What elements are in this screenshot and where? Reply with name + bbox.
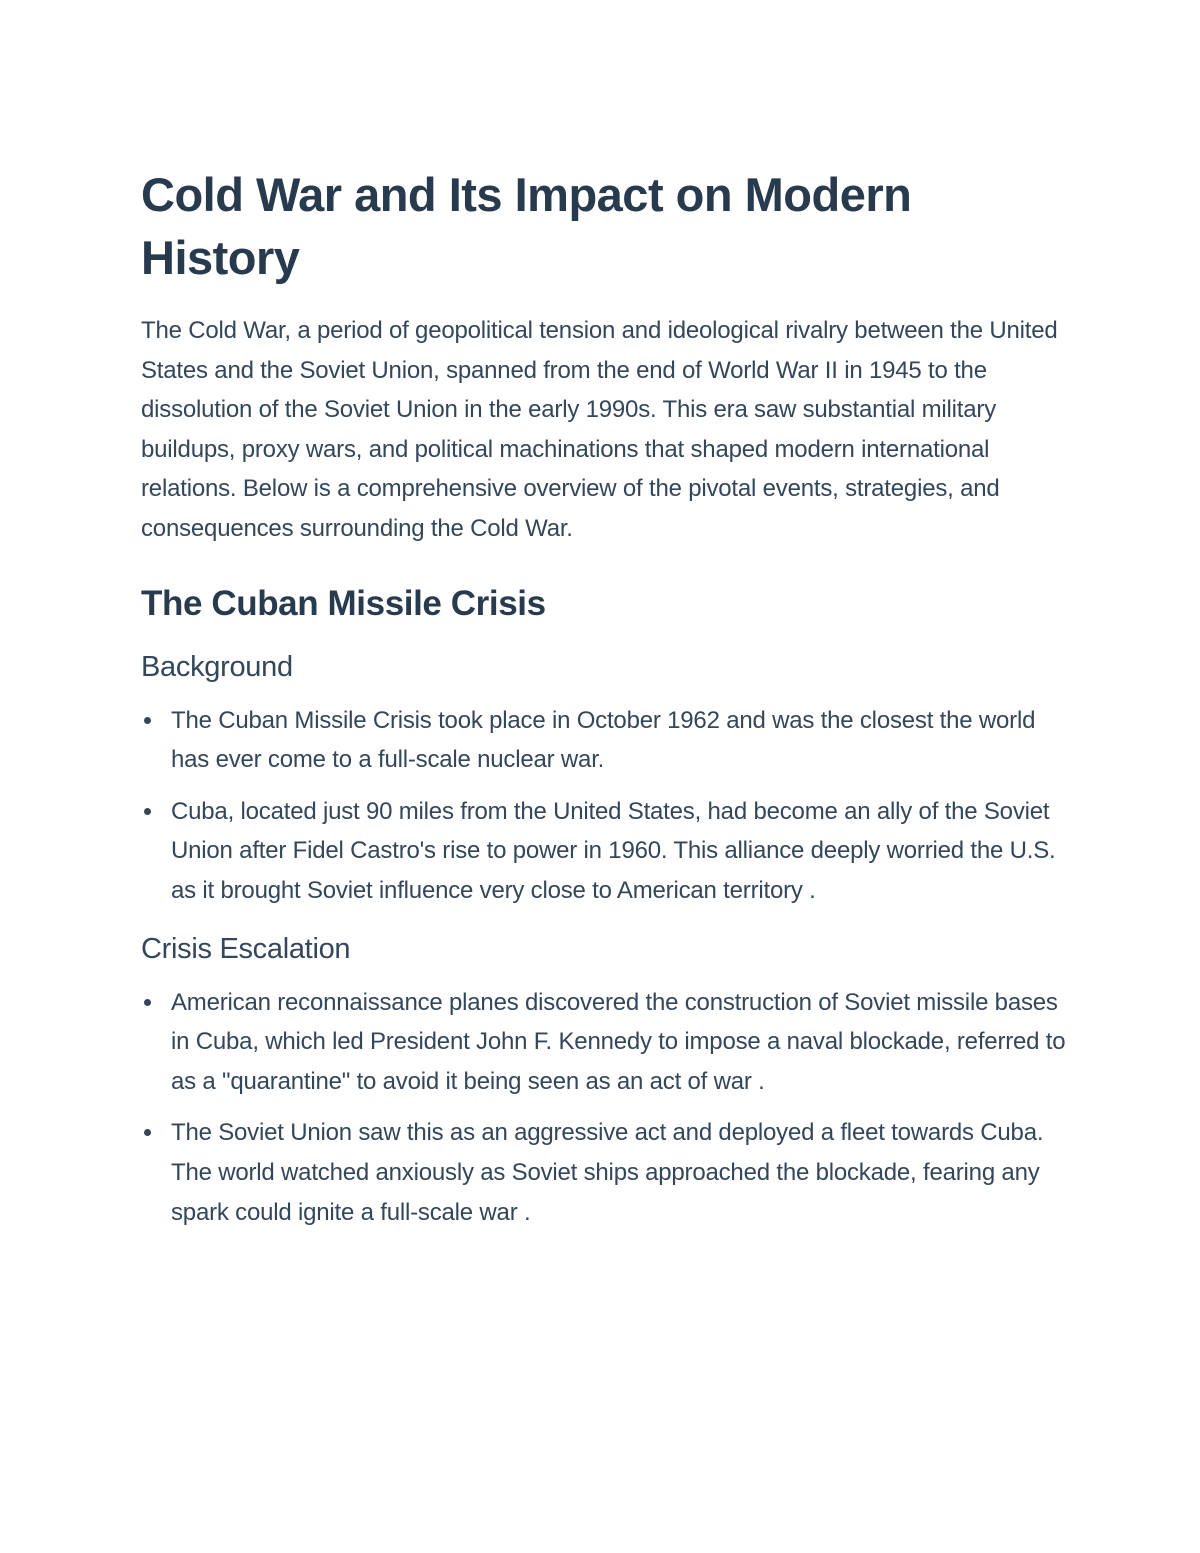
bullet-list-crisis-escalation <box>141 983 1066 1233</box>
bullet-icon <box>144 808 151 815</box>
subsection-heading-crisis-escalation: Crisis Escalation <box>141 932 351 965</box>
list-item <box>141 792 1066 911</box>
list-item-text: American reconnaissance planes discovered the construction of Soviet missile bases in Cuba, which led President John F. Kennedy to impose a naval blockade, referred to as a "quarantine" to avoid it being seen as an act of war . <box>171 988 1066 1095</box>
bullet-list-background <box>141 701 1066 911</box>
bullet-icon <box>144 717 151 724</box>
section-heading: The Cuban Missile Crisis <box>141 583 546 623</box>
intro-paragraph: The Cold War, a period of geopolitical tension and ideological rivalry between the United States and the Soviet Union, spanned from the end of World War II in 1945 to the dissolution of the Soviet Union in the early 1990s. This era saw substantial military buildups, proxy wars, and political machinations that shaped modern international relations. Below is a comprehensive overview of the pivotal events, strategies, and consequences surrounding the Cold War. <box>141 317 1058 542</box>
bullet-icon <box>144 1129 151 1136</box>
list-item-text: The Cuban Missile Crisis took place in October 1962 and was the closest the world has ever come to a full-scale nuclear war. <box>171 706 1036 774</box>
bullet-icon <box>144 999 151 1006</box>
list-item <box>141 983 1066 1102</box>
list-item-text: The Soviet Union saw this as an aggressive act and deployed a fleet towards Cuba. The world watched anxiously as Soviet ships approached the blockade, fearing any spark could ignite a full-scale war . <box>171 1119 1044 1226</box>
document-page <box>141 163 1066 1244</box>
list-item-text: Cuba, located just 90 miles from the United States, had become an ally of the Soviet Union after Fidel Castro's rise to power in 1960. This alliance deeply worried the U.S. as it brought Soviet influence very close to American territory . <box>171 797 1056 904</box>
subsection-heading-background: Background <box>141 650 293 683</box>
list-item <box>141 1113 1066 1232</box>
list-item <box>141 701 1066 780</box>
page-title: Cold War and Its Impact on Modern History <box>141 168 912 284</box>
